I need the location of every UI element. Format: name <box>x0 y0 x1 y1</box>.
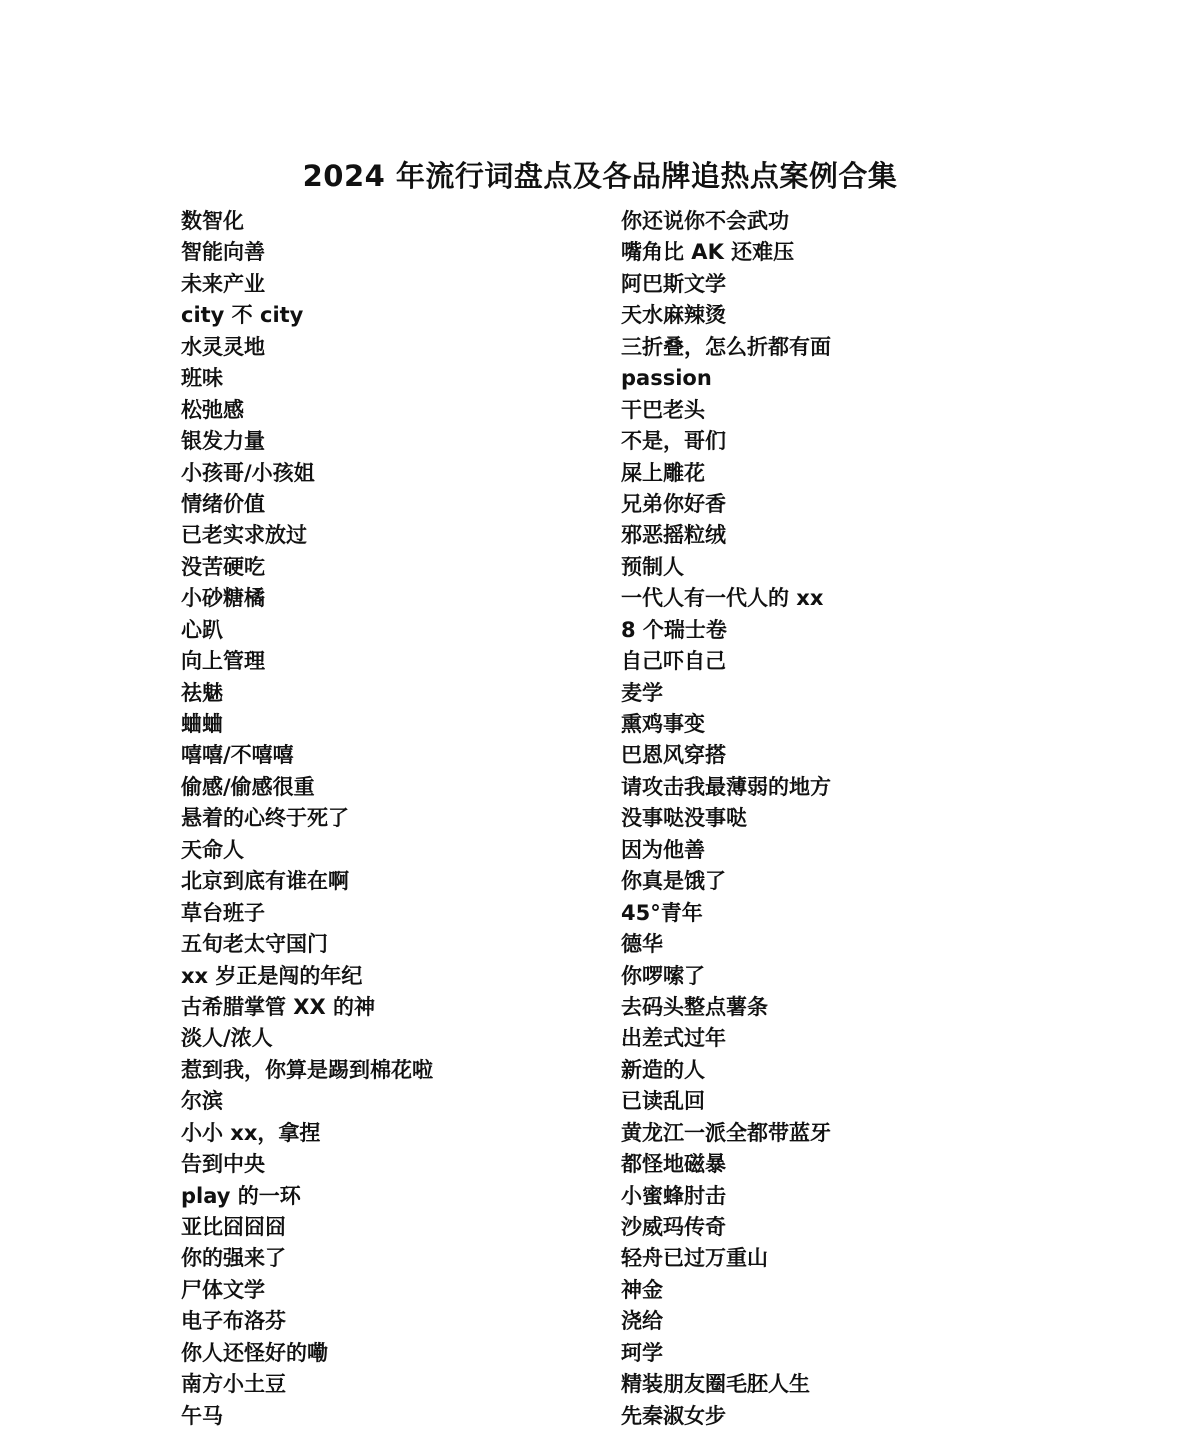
term-item: 阿巴斯文学 <box>621 271 726 296</box>
term-item: 偷感/偷感很重 <box>181 774 315 799</box>
term-item: 亚比囧囧囧 <box>181 1215 286 1239</box>
term-item: 没事哒没事哒 <box>621 806 747 831</box>
term-item: 小小 xx，拿捏 <box>181 1120 321 1145</box>
term-item: 熏鸡事变 <box>621 712 705 736</box>
term-item: 蛐蛐 <box>181 712 223 736</box>
term-item: 你啰嗦了 <box>621 963 705 988</box>
term-item: 沙威玛传奇 <box>621 1215 726 1239</box>
term-item: 兄弟你好香 <box>621 491 726 516</box>
term-item: 因为他善 <box>621 837 705 862</box>
term-item: 淡人/浓人 <box>181 1026 273 1051</box>
term-item: 天水麻辣烫 <box>621 303 726 328</box>
term-item: 水灵灵地 <box>181 334 265 359</box>
term-item: passion <box>621 366 712 391</box>
term-item: 班味 <box>181 366 223 391</box>
right-term-column <box>621 206 1041 1432</box>
term-item: 干巴老头 <box>621 397 705 422</box>
term-item: 邪恶摇粒绒 <box>621 523 726 548</box>
term-item: 已老实求放过 <box>181 523 307 548</box>
term-item: 神金 <box>621 1277 663 1302</box>
term-item: 未来产业 <box>181 271 265 296</box>
term-item: city 不 city <box>181 303 304 328</box>
term-item: 银发力量 <box>181 429 265 454</box>
term-item: 你人还怪好的嘞 <box>181 1340 328 1365</box>
term-item: 浇给 <box>621 1309 663 1334</box>
term-item: 去码头整点薯条 <box>621 994 768 1019</box>
term-item: 出差式过年 <box>621 1026 726 1051</box>
term-item: 嘴角比 AK 还难压 <box>621 240 795 265</box>
term-item: 南方小土豆 <box>181 1372 286 1397</box>
term-item: 午马 <box>181 1403 223 1428</box>
term-item: 一代人有一代人的 xx <box>621 586 824 611</box>
term-item: 都怪地磁暴 <box>621 1152 726 1177</box>
term-item: play 的一环 <box>181 1183 301 1208</box>
term-item: 轻舟已过万重山 <box>621 1246 768 1271</box>
term-item: 小砂糖橘 <box>181 586 265 611</box>
term-item: 尔滨 <box>181 1089 223 1114</box>
term-item: 情绪价值 <box>181 491 265 516</box>
term-item: 德华 <box>621 932 663 957</box>
term-item: 北京到底有谁在啊 <box>181 869 349 894</box>
term-item: 没苦硬吃 <box>181 554 265 579</box>
term-item: 告到中央 <box>181 1152 265 1177</box>
term-item: 请攻击我最薄弱的地方 <box>621 774 831 799</box>
term-item: 五旬老太守国门 <box>181 932 328 957</box>
term-item: 你真是饿了 <box>621 869 726 894</box>
term-item: 惹到我，你算是踢到棉花啦 <box>181 1057 433 1082</box>
term-item: 45°青年 <box>621 900 703 925</box>
term-item: 嘻嘻/不嘻嘻 <box>181 743 294 768</box>
term-item: 8 个瑞士卷 <box>621 617 727 642</box>
term-item: 黄龙江一派全都带蓝牙 <box>621 1120 831 1145</box>
term-item: 心趴 <box>181 617 223 642</box>
term-item: 祛魅 <box>181 680 223 705</box>
term-item: 珂学 <box>621 1340 663 1365</box>
term-item: 小蜜蜂肘击 <box>621 1183 726 1208</box>
term-item: 预制人 <box>621 554 684 579</box>
term-item: 你的强来了 <box>181 1246 286 1271</box>
term-item: 数智化 <box>181 209 244 233</box>
term-item: 电子布洛芬 <box>181 1309 286 1334</box>
term-item: 智能向善 <box>181 240 265 265</box>
term-item: 向上管理 <box>181 649 265 674</box>
term-item: 巴恩风穿搭 <box>621 743 726 768</box>
left-term-column <box>181 206 601 1432</box>
term-item: 你还说你不会武功 <box>621 209 789 233</box>
term-item: 已读乱回 <box>621 1089 705 1114</box>
term-item: 松弛感 <box>181 397 244 422</box>
term-item: 三折叠，怎么折都有面 <box>621 334 831 359</box>
document-title: 2024 年流行词盘点及各品牌追热点案例合集 <box>302 159 898 193</box>
term-item: 天命人 <box>181 837 244 862</box>
term-item: 屎上雕花 <box>621 460 705 485</box>
term-item: 精装朋友圈毛胚人生 <box>621 1372 810 1397</box>
term-item: 小孩哥/小孩姐 <box>181 460 315 485</box>
term-item: 尸体文学 <box>181 1277 265 1302</box>
term-item: 麦学 <box>621 680 663 705</box>
term-item: 草台班子 <box>181 900 265 925</box>
term-item: 自己吓自己 <box>621 649 726 674</box>
term-item: 悬着的心终于死了 <box>181 806 349 831</box>
term-item: 先秦淑女步 <box>621 1403 726 1428</box>
term-item: xx 岁正是闯的年纪 <box>181 963 363 988</box>
term-item: 不是，哥们 <box>621 429 726 454</box>
term-item: 新造的人 <box>621 1057 705 1082</box>
term-item: 古希腊掌管 XX 的神 <box>181 994 376 1019</box>
